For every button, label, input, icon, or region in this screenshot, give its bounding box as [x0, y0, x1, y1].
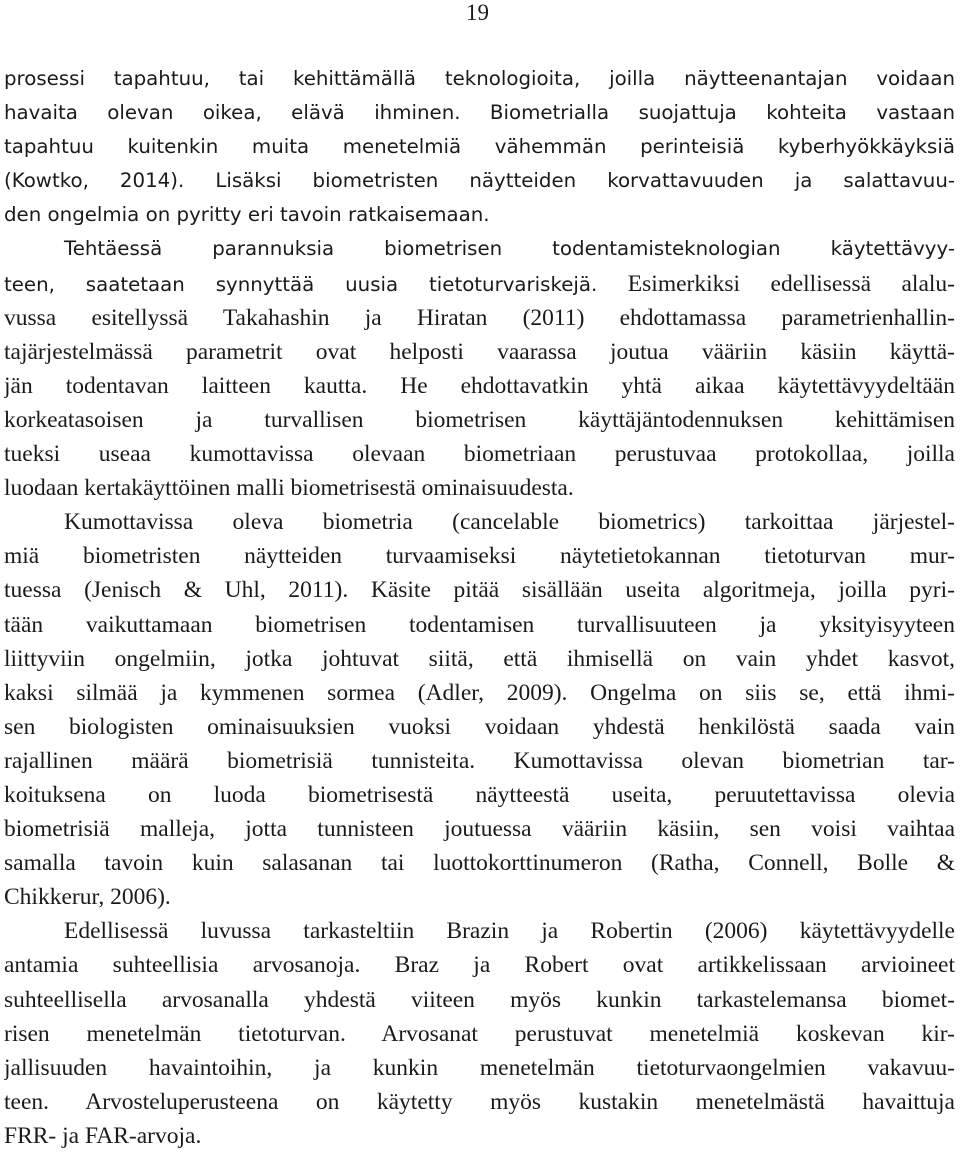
text-line: korkeatasoisen ja turvallisen biometrisen käyttäjäntodennuksen kehittämisen: [4, 406, 955, 433]
text-line: tuessa (Jenisch & Uhl, 2011). Käsite pitää sisällään useita algoritmeja, joilla pyri-: [4, 577, 955, 604]
text-line: miä biometristen näytteiden turvaamiseksi näytetietokannan tietoturvan mur-: [4, 543, 955, 570]
body-text: [4, 62, 955, 1153]
text-line: luodaan kertakäyttöinen malli biometrisestä ominaisuudesta.: [4, 475, 574, 502]
page-number: 19: [466, 0, 489, 25]
text-line: tään vaikuttamaan biometrisen todentamisen turvallisuuteen ja yksityisyyteen: [4, 611, 955, 638]
text-line: tapahtuu kuitenkin muita menetelmiä vähemmän perinteisiä kyberhyökkäyksiä: [4, 135, 955, 159]
text-line: tajärjestelmässä parametrit ovat helposti vaarassa joutua vääriin käsiin käyttä-: [4, 338, 955, 365]
text-line: den ongelmia on pyritty eri tavoin ratkaisemaan.: [4, 203, 490, 227]
text-line: sen biologisten ominaisuuksien vuoksi voidaan yhdestä henkilöstä saada vain: [4, 713, 955, 740]
paragraph-start-line: Kumottavissa oleva biometria (cancelable biometrics) tarkoittaa järjestel-: [64, 509, 955, 536]
text-line: liittyviin ongelmiin, jotka johtuvat siitä, että ihmisellä on vain yhdet kasvot,: [4, 645, 955, 672]
paragraph-start-line: Edellisessä luvussa tarkasteltiin Brazin ja Robertin (2006) käytettävyydelle: [64, 918, 955, 945]
text-line: vussa esitellyssä Takahashin ja Hiratan (2011) ehdottamassa parametrienhallin-: [4, 304, 955, 331]
sans-fragment: teen, saatetaan synnyttää uusia tietoturvariskejä.: [4, 272, 598, 296]
text-line: koituksena on luoda biometrisestä näytteestä useita, peruutettavissa olevia: [4, 781, 955, 808]
text-line: (Kowtko, 2014). Lisäksi biometristen näytteiden korvattavuuden ja salattavuu-: [4, 169, 955, 193]
paragraph-start-line: Tehtäessä parannuksia biometrisen todentamisteknologian käytettävyy-: [64, 237, 955, 261]
text-line: antamia suhteellisia arvosanoja. Braz ja Robert ovat artikkelissaan arvioineet: [4, 952, 955, 979]
text-line: jän todentavan laitteen kautta. He ehdottavatkin yhtä aikaa käytettävyydeltään: [4, 372, 955, 399]
text-line: kaksi silmää ja kymmenen sormea (Adler, 2009). Ongelma on siis se, että ihmi-: [4, 679, 955, 706]
text-line: suhteellisella arvosanalla yhdestä viiteen myös kunkin tarkastelemansa biomet-: [4, 986, 955, 1013]
mixed-font-line: [4, 267, 955, 301]
text-line: teen. Arvosteluperusteena on käytetty myös kustakin menetelmästä havaittuja: [4, 1088, 955, 1115]
text-line: biometrisiä malleja, jotta tunnisteen joutuessa vääriin käsiin, sen voisi vaihtaa: [4, 816, 955, 843]
text-line: tueksi useaa kumottavissa olevaan biometriaan perustuvaa protokollaa, joilla: [4, 441, 955, 468]
text-line: jallisuuden havaintoihin, ja kunkin menetelmän tietoturvaongelmien vakavuu-: [4, 1054, 955, 1081]
text-line: havaita olevan oikea, elävä ihminen. Biometrialla suojattuja kohteita vastaan: [4, 101, 955, 125]
text-line: Chikkerur, 2006).: [4, 884, 171, 911]
serif-fragment: Esimerkiksi edellisessä alalu-: [597, 270, 955, 297]
text-line: samalla tavoin kuin salasanan tai luottokorttinumeron (Ratha, Connell, Bolle &: [4, 850, 955, 877]
text-line: FRR- ja FAR-arvoja.: [4, 1122, 202, 1149]
text-line: risen menetelmän tietoturvan. Arvosanat perustuvat menetelmiä koskevan kir-: [4, 1020, 955, 1047]
text-line: prosessi tapahtuu, tai kehittämällä teknologioita, joilla näytteenantajan voidaan: [4, 67, 955, 90]
text-line: rajallinen määrä biometrisiä tunnisteita. Kumottavissa olevan biometrian tar-: [4, 747, 955, 774]
